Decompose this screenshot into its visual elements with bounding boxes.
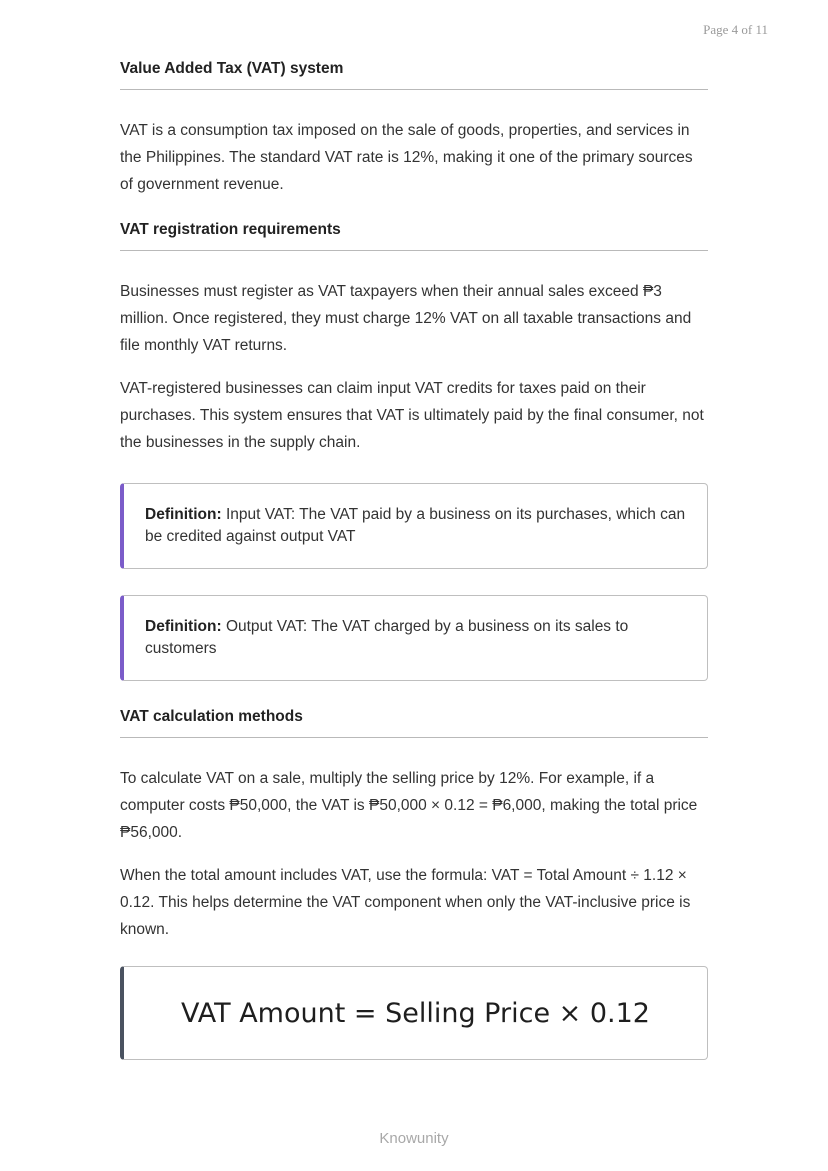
paragraph-input-vat-credits: VAT-registered businesses can claim input VAT credits for taxes paid on their purchases. This system ensures that VAT is ultimately paid by the final consumer, not the businesses in the supply chain.: [120, 380, 704, 451]
heading-vat-registration: VAT registration requirements: [120, 221, 708, 251]
heading-vat-system: Value Added Tax (VAT) system: [120, 60, 708, 90]
heading-vat-calculation: VAT calculation methods: [120, 708, 708, 738]
footer-brand-logo: Knowunity: [379, 1130, 449, 1147]
document-content: [120, 60, 708, 1060]
definition-label: Definition:: [145, 506, 222, 523]
paragraph-vat-inclusive-formula: When the total amount includes VAT, use the formula: VAT = Total Amount ÷ 1.12 × 0.12. This helps determine the VAT component when only the VAT-inclusive price is known.: [120, 867, 691, 938]
formula-box: [120, 966, 708, 1060]
paragraph-registration-threshold: Businesses must register as VAT taxpayers when their annual sales exceed ₱3 million. Once registered, they must charge 12% VAT on all taxable transactions and file monthly VAT returns.: [120, 283, 692, 354]
definition-box-output-vat: [120, 595, 708, 681]
definition-box-input-vat: [120, 483, 708, 569]
definition-text-input-vat: Input VAT: The VAT paid by a business on its purchases, which can be credited against output VAT: [145, 506, 686, 545]
definition-text-output-vat: Output VAT: The VAT charged by a business on its sales to customers: [145, 618, 629, 657]
paragraph-vat-intro: VAT is a consumption tax imposed on the sale of goods, properties, and services in the Philippines. The standard VAT rate is 12%, making it one of the primary sources of government revenue.: [120, 122, 693, 193]
formula-vat-amount: VAT Amount = Selling Price × 0.12: [181, 997, 650, 1029]
paragraph-vat-calculation-example: To calculate VAT on a sale, multiply the selling price by 12%. For example, if a computer costs ₱50,000, the VAT is ₱50,000 × 0.12 = ₱6,000, making the total price ₱56,000.: [120, 770, 698, 841]
page-number: Page 4 of 11: [703, 22, 768, 37]
definition-label: Definition:: [145, 618, 222, 635]
